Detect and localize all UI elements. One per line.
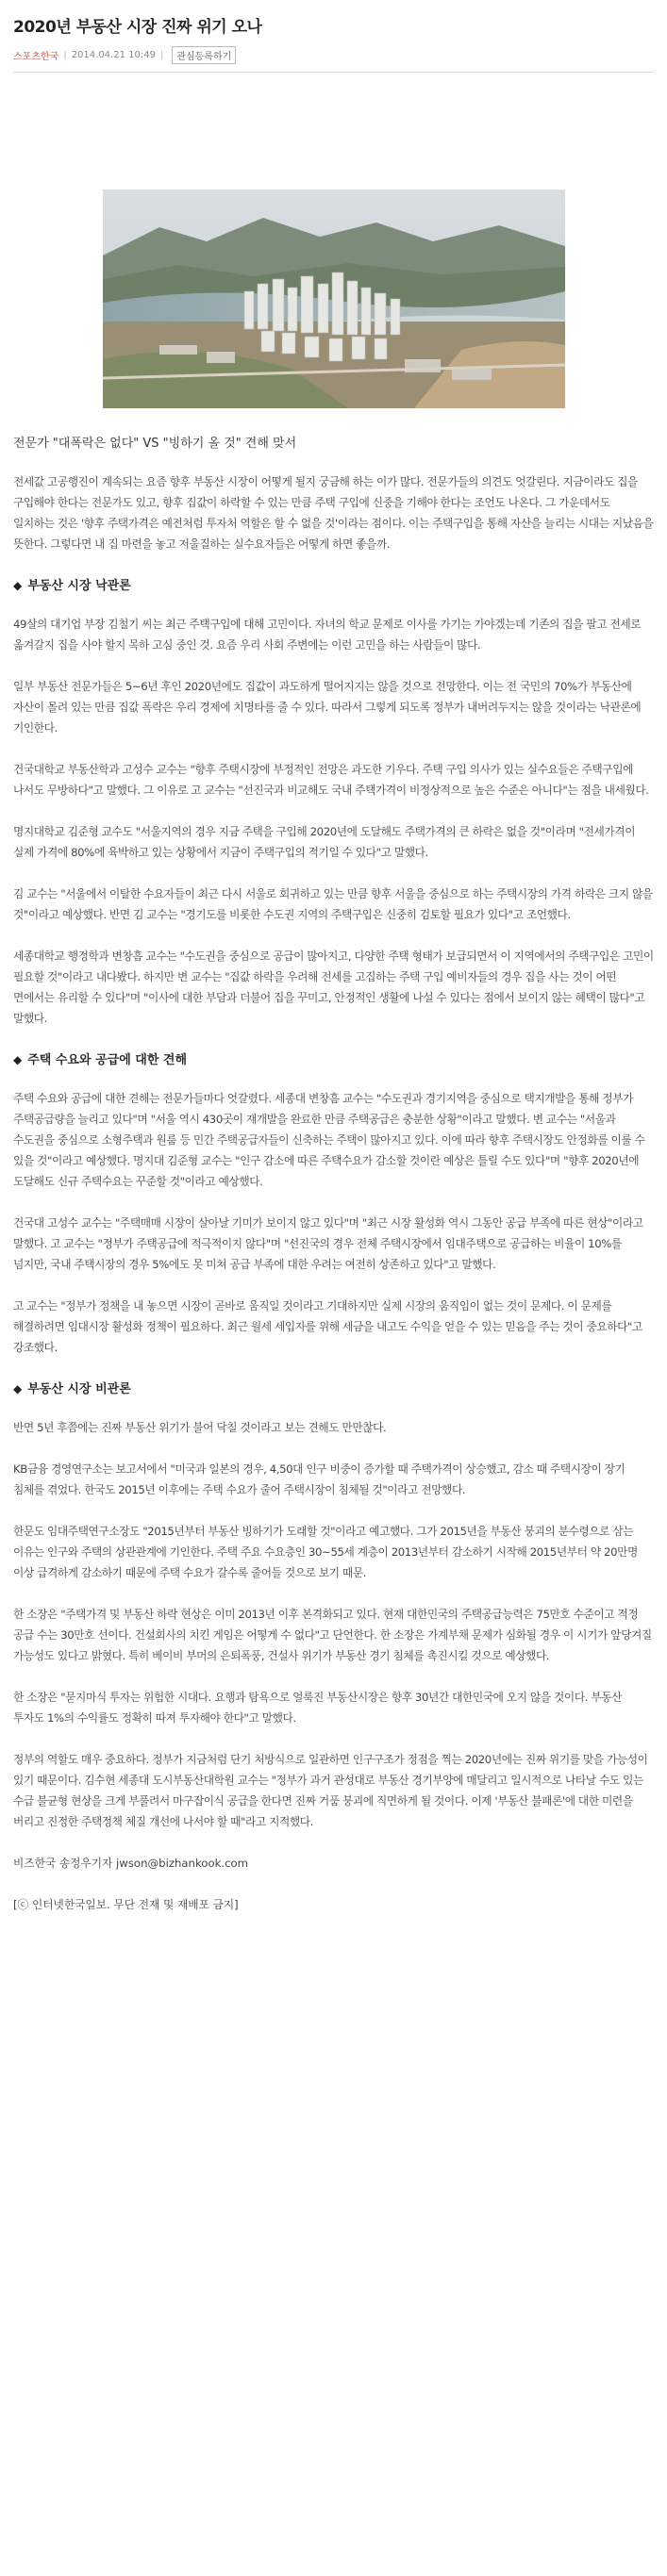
divider [13, 72, 654, 73]
paragraph: 49살의 대기업 부장 김철기 씨는 최근 주택구입에 대해 고민이다. 자녀의 학교 문제로 이사를 가기는 가야겠는데 기존의 집을 팔고 전세로 옮겨갈지 집을 사야 할지 목하 고심 중인 것. 요즘 우리 사회 주변에는 이런 고민을 하는 사람들이 많다. [13, 618, 642, 652]
article-subhead: 전문가 "대폭락은 없다" VS "빙하기 올 것" 견해 맞서 [13, 437, 297, 451]
copyright-notice: [ⓒ 인터넷한국일보. 무단 전재 및 재배포 금지] [13, 1898, 239, 1911]
meta-separator: | [159, 50, 164, 60]
section-heading-optimism [13, 575, 654, 593]
article-body [13, 471, 654, 1915]
section-heading-pessimism [13, 1379, 654, 1396]
paragraph: KB금융 경영연구소는 보고서에서 "미국과 일본의 경우, 4,50대 인구 비중이 증가할 때 주택가격이 상승했고, 감소 때 주택시장이 장기 침체를 겪었다. 한국도 2015년 이후에는 주택 수요가 줄어 주택시장이 침체될 것"이라고 전망했다. [13, 1462, 625, 1496]
paragraph: 건국대학교 부동산학과 고성수 교수는 "향후 주택시장에 부정적인 전망은 과도한 기우다. 주택 구입 의사가 있는 실수요들은 주택구입에 나서도 무방하다"고 말했다. 그 이유로 고 교수는 "선진국과 비교해도 국내 주택가격이 비정상적으로 높은 수준은 아니다"는 점을 내세웠다. [13, 763, 649, 797]
paragraph: 김 교수는 "서울에서 이탈한 수요자들이 최근 다시 서울로 회귀하고 있는 만큼 향후 서울을 중심으로 하는 주택시장의 가격 하락은 크지 않을 것"이라고 예상했다. 반면 김 교수는 "경기도를 비롯한 수도권 지역의 주택구입은 신중히 검토할 필요가 있다"고 조언했다. [13, 887, 653, 921]
byline: 비즈한국 송정우기자 jwson@bizhankook.com [13, 1857, 249, 1870]
section-heading-text: 부동산 시장 낙관론 [27, 579, 131, 593]
source-name[interactable]: 스포츠한국 [13, 52, 59, 62]
paragraph: 일부 부동산 전문가들은 5~6년 후인 2020년에도 집값이 과도하게 떨어지지는 않을 것으로 전망한다. 이는 전 국민의 70%가 부동산에 자산이 몰려 있는 만큼 집값 폭락은 우리 경제에 치명타를 줄 수 있다. 따라서 그렇게 되도록 정부가 내버려두지는 않을 것이라는 낙관론에 기인한다. [13, 680, 642, 735]
interest-register-button[interactable]: 관심등록하기 [172, 46, 236, 64]
paragraph: 한문도 임대주택연구소장도 "2015년부터 부동산 빙하기가 도래할 것"이라고 예고했다. 그가 2015년을 부동산 붕괴의 분수령으로 삼는 이유는 인구와 주택의 상관관계에 기인한다. 주택 주요 수요층인 30~55세 계층이 2013년부터 감소하기 시작해 2015년부터 약 20만명 이상 급격하게 감소하기 때문에 주택 수요가 갈수록 줄어들 것으로 보기 때문. [13, 1525, 638, 1579]
diamond-bullet-icon: ◆ [13, 579, 23, 592]
intro-paragraph: 전세값 고공행진이 계속되는 요즘 향후 부동산 시장이 어떻게 될지 궁금해 하는 이가 많다. 전문가들의 의견도 엇갈린다. 지금이라도 집을 구입해야 한다는 전문가도 있고, 향후 집값이 하락할 수 있는 만큼 주택 구입에 신중을 기해야 한다는 조언도 나온다. 그 가운데서도 일치하는 것은 '향후 주택가격은 예전처럼 투자처 역할은 할 수 없을 것'이라는 점이다. 이는 주택구입을 통해 자산을 늘리는 시대는 지났음을 뜻한다. 그렇다면 내 집 마련을 놓고 저울질하는 실수요자들은 어떻게 하면 좋을까. [13, 475, 654, 551]
article [13, 0, 654, 1915]
paragraph: 정부의 역할도 매우 중요하다. 정부가 지금처럼 단기 처방식으로 일관하면 인구구조가 정점을 찍는 2020년에는 진짜 위기를 맞을 가능성이 있기 때문이다. 김수현 세종대 도시부동산대학원 교수는 "정부가 과거 관성대로 부동산 경기부양에 매달리고 일시적으로 나타날 수도 있는 수급 불균형 현상을 크게 부풀려서 마구잡이식 공급을 한다면 진짜 거품 붕괴에 직면하게 될 것이다. 이제 '부동산 불패론'에 대한 미련을 버리고 진정한 주택정책 체질 개선에 나서야 할 때"라고 지적했다. [13, 1753, 648, 1828]
section-heading-supply-demand [13, 1049, 654, 1067]
article-datetime: 2014.04.21 10:49 [71, 50, 156, 60]
meta-separator: | [63, 50, 67, 60]
section-heading-text: 부동산 시장 비관론 [27, 1382, 131, 1396]
article-meta [13, 46, 654, 64]
paragraph: 세종대학교 행정학과 변창흠 교수는 "수도권을 중심으로 공급이 많아지고, 다양한 주택 형태가 보급되면서 이 지역에서의 주택구입은 고민이 필요할 것"이라고 내다봤다. 하지만 변 교수는 "집값 하락을 우려해 전세를 고집하는 주택 구입 예비자들의 경우 집을 사는 것이 어떤 면에서는 유리할 수 있다"며 "이사에 대한 부담과 더불어 집을 꾸미고, 안정적인 생활에 나설 수 있다는 점에서 보이지 않는 혜택이 많다"고 말했다. [13, 949, 654, 1025]
paragraph: 한 소장은 "묻지마식 투자는 위험한 시대다. 요행과 탐욕으로 얼룩진 부동산시장은 향후 30년간 대한민국에 오지 않을 것이다. 부동산 투자도 1%의 수익률도 정확히 따져 투자해야 한다"고 말했다. [13, 1691, 623, 1725]
article-photo [103, 190, 565, 408]
paragraph: 명지대학교 김준형 교수도 "서울지역의 경우 지금 주택을 구입해 2020년에 도달해도 주택가격의 큰 하락은 없을 것"이라며 "전세가격이 실제 가격에 80%에 육박하고 있는 상황에서 지금이 주택구입의 적기일 수 있다"고 말했다. [13, 825, 636, 859]
diamond-bullet-icon: ◆ [13, 1382, 23, 1395]
paragraph: 건국대 고성수 교수는 "주택매매 시장이 살아날 기미가 보이지 않고 있다"며 "최근 시장 활성화 역시 그동안 공급 부족에 따른 현상"이라고 말했다. 고 교수는 "정부가 주택공급에 적극적이지 않다"며 "선진국의 경우 전체 주택시장에서 임대주택으로 공급하는 비율이 10%를 넘지만, 국내 주택시장의 경우 5%에도 못 미쳐 공급 부족에 대한 우려는 여전히 상존하고 있다"고 말했다. [13, 1216, 643, 1271]
paragraph: 한 소장은 "주택가격 및 부동산 하락 현상은 이미 2013년 이후 본격화되고 있다. 현재 대한민국의 주택공급능력은 75만호 수준이고 적정 공급 수는 30만호 선이다. 건설회사의 치킨 게임은 어떻게 수 없다"고 단언한다. 한 소장은 가계부채 문제가 심화될 경우 이 시기가 앞당겨질 가능성도 있다고 밝혔다. 특히 베이비 부머의 은퇴폭풍, 건설사 위기가 부동산 경기 침체를 촉진시킬 것으로 예상했다. [13, 1608, 652, 1662]
diamond-bullet-icon: ◆ [13, 1053, 23, 1066]
paragraph: 주택 수요와 공급에 대한 견해는 전문가들마다 엇갈렸다. 세종대 변창흠 교수는 "수도권과 경기지역을 중심으로 택지개발을 통해 정부가 주택공급량을 늘리고 있다"며 "서울 역시 430곳이 재개발을 완료한 만큼 주택공급은 충분한 상황"이라고 말했다. 변 교수는 "서울과 수도권을 중심으로 소형주택과 원룸 등 민간 주택공급자들이 신축하는 주택이 많아지고 있다. 이에 따라 향후 주택시장도 안정화를 이룰 수 있을 것"이라고 예상했다. 명지대 김준형 교수는 "인구 감소에 따른 주택수요가 감소할 것이란 예상은 틀릴 수도 있다"며 "향후 2020년에 도달해도 신규 주택수요는 꾸준할 것"이라고 예상했다. [13, 1092, 645, 1188]
section-heading-text: 주택 수요와 공급에 대한 견해 [27, 1053, 188, 1067]
paragraph: 고 교수는 "정부가 정책을 내 놓으면 시장이 곧바로 움직일 것이라고 기대하지만 실제 시장의 움직임이 없는 것이 문제다. 이 문제를 해결하려면 임대시장 활성화 정책이 필요하다. 최근 월세 세입자를 위해 세금을 내고도 수익을 얻을 수 있는 믿음을 주는 것이 중요하다"고 강조했다. [13, 1299, 642, 1354]
paragraph: 반면 5년 후쯤에는 진짜 부동산 위기가 불어 닥칠 것이라고 보는 견해도 만만찮다. [13, 1421, 387, 1434]
article-title: 2020년 부동산 시장 진짜 위기 오나 [13, 18, 262, 37]
